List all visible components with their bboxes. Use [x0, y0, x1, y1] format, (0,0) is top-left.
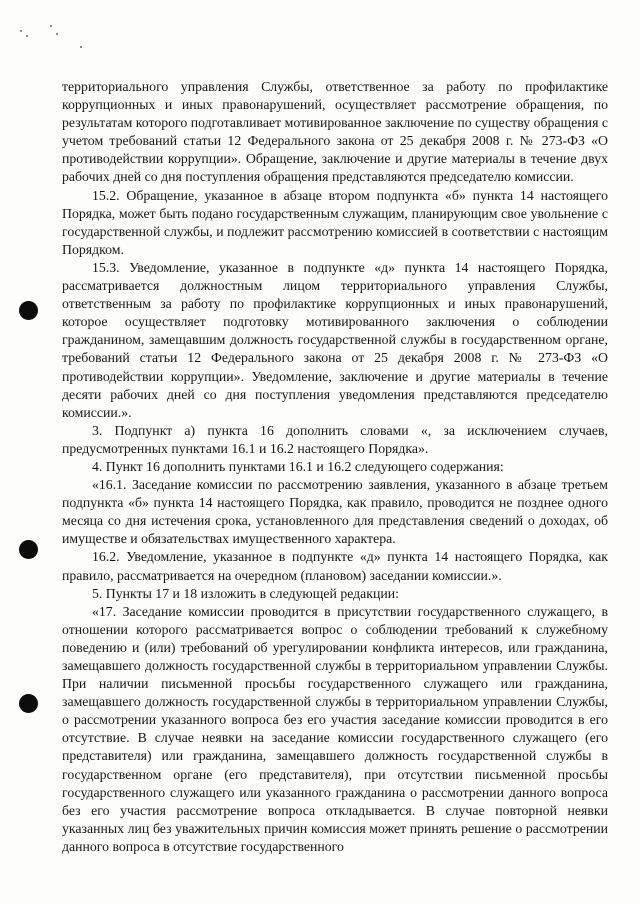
- scan-speck: [50, 25, 52, 27]
- scan-speck: [80, 46, 82, 48]
- paragraph: 16.2. Уведомление, указанное в подпункте «д» пункта 14 настоящего Порядка, как правило, рассматривается на очередном (плановом) заседании комиссии.».: [62, 549, 608, 583]
- scan-speck: [56, 33, 58, 35]
- scan-speck: [20, 30, 22, 32]
- paragraph: «16.1. Заседание комиссии по рассмотрению заявления, указанного в абзаце третьем подпункта «б» пункта 14 настоящего Порядка, как правило, проводится не позднее одного месяца со дня истечения срока, установленного для представления сведений о доходах, об имуществе и обязательствах имущественного характера.: [62, 477, 608, 547]
- paragraph: 15.2. Обращение, указанное в абзаце втором подпункта «б» пункта 14 настоящего Порядка, может быть подано государственным служащим, планирующим свое увольнение с государственной службы, и подлежит рассмотрению комиссией в соответствии с настоящим Порядком.: [62, 187, 608, 257]
- paragraph: территориального управления Службы, ответственное за работу по профилактике коррупционных и иных правонарушений, осуществляет рассмотрение обращения, по результатам которого подготавливает мотивированное заключение по существу обращения с учетом требований статьи 12 Федерального закона от 25 декабря 2008 г. № 273-ФЗ «О противодействии коррупции». Обращение, заключение и другие материалы в течение двух рабочих дней со дня поступления обращения представляются председателю комиссии.: [62, 79, 608, 185]
- paragraph: 3. Подпункт а) пункта 16 дополнить словами «, за исключением случаев, предусмотренных пунктами 16.1 и 16.2 настоящего Порядка».: [62, 422, 608, 456]
- punch-hole: [19, 694, 38, 713]
- paragraph: 4. Пункт 16 дополнить пунктами 16.1 и 16.2 следующего содержания:: [92, 458, 504, 474]
- paragraph: 15.3. Уведомление, указанное в подпункте «д» пункта 14 настоящего Порядка, рассматривается должностным лицом территориального управления Службы, ответственным за работу по профилактике коррупционных и иных правонарушений, которое осуществляет подготовку мотивированного заключения о соблюдении гражданином, замещавшим должность государственной службы в государственном органе, требований статьи 12 Федерального закона от 25 декабря 2008 г. № 273-ФЗ «О противодействии коррупции». Уведомление, заключение и другие материалы в течение десяти рабочих дней со дня поступления уведомления представляются председателю комиссии.».: [62, 259, 608, 420]
- punch-hole: [19, 540, 38, 559]
- scan-speck: [26, 35, 28, 37]
- document-body: [62, 78, 608, 856]
- paragraph: «17. Заседание комиссии проводится в присутствии государственного служащего, в отношении которого рассматривается вопрос о соблюдении требований к служебному поведению и (или) требований об урегулировании конфликта интересов, или гражданина, замещавшего должность государственной службы в территориальном управлении Службы. При наличии письменной просьбы государственного служащего или гражданина, замещавшего должность государственной службы в территориальном управлении Службы, о рассмотрении указанного вопроса без его участия заседание комиссии проводится в его отсутствие. В случае неявки на заседание комиссии государственного служащего (его представителя) или гражданина, замещавшего должность государственной службы в государственном органе (его представителя), при отсутствии письменной просьбы государственного служащего или указанного гражданина о рассмотрении данного вопроса без его участия рассмотрение вопроса откладывается. В случае повторной неявки указанных лиц без уважительных причин комиссия может принять решение о рассмотрении данного вопроса в отсутствие государственного: [62, 603, 608, 854]
- paragraph: 5. Пункты 17 и 18 изложить в следующей редакции:: [92, 585, 399, 601]
- punch-hole: [19, 301, 38, 320]
